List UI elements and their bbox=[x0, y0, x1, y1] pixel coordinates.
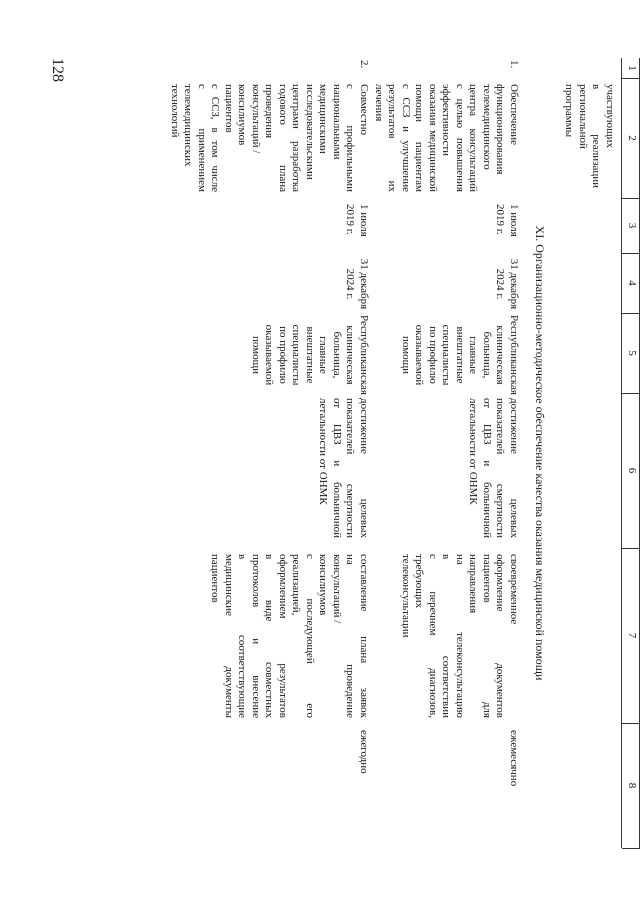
text-line: клиническая bbox=[494, 325, 507, 385]
text-line: главные bbox=[467, 336, 480, 374]
text-line: помощи bbox=[400, 336, 412, 374]
text-line: проведения bbox=[263, 84, 276, 139]
section-title: XI. Организационно-методическое обеспечение качества оказания медицинской помощи bbox=[533, 225, 547, 681]
text-line: летальности от ОНМК bbox=[317, 398, 330, 505]
text-line: медицинские документы bbox=[223, 554, 235, 718]
text-line: телемедицинских bbox=[182, 84, 195, 167]
result-text bbox=[399, 554, 521, 718]
text-line: Республиканская bbox=[508, 315, 520, 395]
column-number: 2 bbox=[626, 135, 638, 141]
text-line: эффективности bbox=[440, 84, 453, 157]
text-line: протоколов и внесение bbox=[250, 554, 262, 718]
text-line: телеконсультации bbox=[400, 554, 412, 638]
continuation-task-text bbox=[562, 84, 616, 188]
result-text bbox=[208, 554, 370, 718]
text-line: от ЦВЗ и больничной bbox=[481, 398, 493, 538]
text-line: телемедицинского bbox=[481, 84, 493, 170]
text-line: оказываемой bbox=[263, 324, 276, 386]
periodicity: ежемесячно bbox=[508, 730, 520, 787]
text-line: результатов их лечения bbox=[373, 84, 399, 192]
row-number: 2. bbox=[358, 60, 370, 69]
text-line: 2024 г. bbox=[344, 268, 357, 300]
text-line: летальности от ОНМК bbox=[467, 398, 480, 505]
text-line: центрами разработка bbox=[290, 84, 303, 192]
header-bottom-rule bbox=[621, 58, 622, 848]
header-col-divider bbox=[622, 848, 640, 849]
executor bbox=[249, 314, 371, 396]
end-date bbox=[343, 256, 370, 312]
text-line: достижение целевых bbox=[358, 398, 370, 538]
text-line: с целью повышения bbox=[454, 84, 466, 192]
text-line: с применением bbox=[196, 84, 208, 192]
text-line: главные bbox=[317, 336, 330, 374]
target-indicator bbox=[466, 398, 520, 538]
column-number: 4 bbox=[626, 280, 638, 286]
text-line: реализацией, bbox=[290, 554, 303, 616]
text-line: консультаций / bbox=[331, 554, 343, 624]
row-number: 1. bbox=[508, 60, 520, 69]
text-line: внештатные bbox=[304, 326, 316, 384]
text-line: консилиумов пациентов bbox=[223, 84, 249, 146]
text-line: показателей смертности bbox=[494, 398, 507, 538]
text-line: по профилю bbox=[277, 326, 289, 384]
text-line: региональной bbox=[577, 84, 589, 149]
text-line: составление плана заявок bbox=[358, 554, 370, 718]
text-line: оформлением результатов bbox=[277, 554, 289, 718]
start-date bbox=[493, 204, 520, 252]
target-indicator bbox=[316, 398, 370, 538]
text-line: 2024 г. bbox=[494, 268, 507, 300]
text-line: больница, bbox=[481, 331, 493, 379]
text-line: программы bbox=[563, 84, 576, 138]
text-line: годового плана bbox=[277, 84, 289, 192]
text-line: национальными bbox=[331, 84, 343, 160]
periodicity: ежегодно bbox=[358, 730, 370, 774]
executor bbox=[399, 314, 521, 396]
start-date bbox=[343, 204, 370, 252]
text-line: консилиумов bbox=[317, 554, 330, 616]
text-line: 1 июля bbox=[358, 204, 370, 237]
text-line: специалисты bbox=[290, 324, 303, 386]
text-line: 2019 г. bbox=[344, 204, 357, 235]
text-line: в реализации bbox=[590, 84, 603, 188]
text-line: исследовательскими bbox=[304, 84, 316, 180]
column-number: 5 bbox=[626, 350, 638, 356]
text-line: достижение целевых bbox=[508, 398, 520, 538]
text-line: 31 декабря bbox=[358, 258, 370, 310]
text-line: Совместно bbox=[358, 84, 370, 136]
text-line: в виде совместных bbox=[263, 554, 276, 718]
text-line: участвующих bbox=[604, 84, 616, 148]
column-number: 6 bbox=[626, 467, 638, 474]
text-line: 1 июля bbox=[508, 204, 520, 237]
text-line: с ССЗ, в том числе bbox=[209, 84, 222, 192]
text-line: от ЦВЗ и больничной bbox=[331, 398, 343, 538]
text-line: 31 декабря bbox=[508, 258, 520, 310]
column-number: 8 bbox=[626, 782, 638, 789]
text-line: помощи bbox=[250, 336, 262, 374]
text-line: клиническая bbox=[344, 325, 357, 385]
task-text bbox=[372, 84, 521, 192]
column-number: 3 bbox=[626, 222, 638, 229]
text-line: с последующей его bbox=[304, 554, 316, 718]
task-text bbox=[168, 84, 371, 192]
text-line: помощи пациентам bbox=[413, 84, 426, 192]
text-line: медицинскими bbox=[317, 84, 330, 154]
text-line: по профилю bbox=[427, 326, 439, 384]
text-line: оказываемой bbox=[413, 324, 426, 386]
text-line: с профильными bbox=[344, 84, 357, 192]
text-line: своевременное bbox=[508, 554, 520, 625]
text-line: центра консультаций bbox=[467, 84, 480, 192]
column-number: 7 bbox=[626, 632, 638, 639]
text-line: технологий bbox=[169, 84, 181, 138]
text-line: на телеконсультацию bbox=[454, 554, 466, 718]
text-line: консультаций / bbox=[250, 84, 262, 154]
text-line: на проведение bbox=[344, 554, 357, 718]
text-line: пациентов для bbox=[481, 554, 493, 718]
text-line: показателей смертности bbox=[344, 398, 357, 538]
text-line: функционирования bbox=[494, 84, 507, 175]
text-line: требующих bbox=[413, 554, 426, 609]
text-line: с перечнем диагнозов, bbox=[427, 554, 439, 718]
end-date bbox=[493, 256, 520, 312]
text-line: направления bbox=[467, 554, 480, 614]
text-line: с ССЗ и улучшение bbox=[400, 84, 412, 192]
text-line: в соответствии bbox=[440, 554, 453, 718]
text-line: в соответствующие bbox=[236, 554, 249, 718]
text-line: Обеспечение bbox=[508, 84, 520, 145]
text-line: специалисты bbox=[440, 324, 453, 386]
text-line: внештатные bbox=[454, 326, 466, 384]
page-number: 128 bbox=[49, 58, 66, 82]
text-line: пациентов bbox=[209, 554, 222, 603]
text-line: Республиканская bbox=[358, 315, 370, 395]
column-number: 1 bbox=[626, 65, 638, 71]
rotated-table-page bbox=[112, 58, 640, 848]
text-line: больница, bbox=[331, 331, 343, 379]
text-line: 2019 г. bbox=[494, 204, 507, 235]
text-line: оказания медицинской bbox=[427, 84, 439, 192]
text-line: оформление документов bbox=[494, 554, 507, 718]
